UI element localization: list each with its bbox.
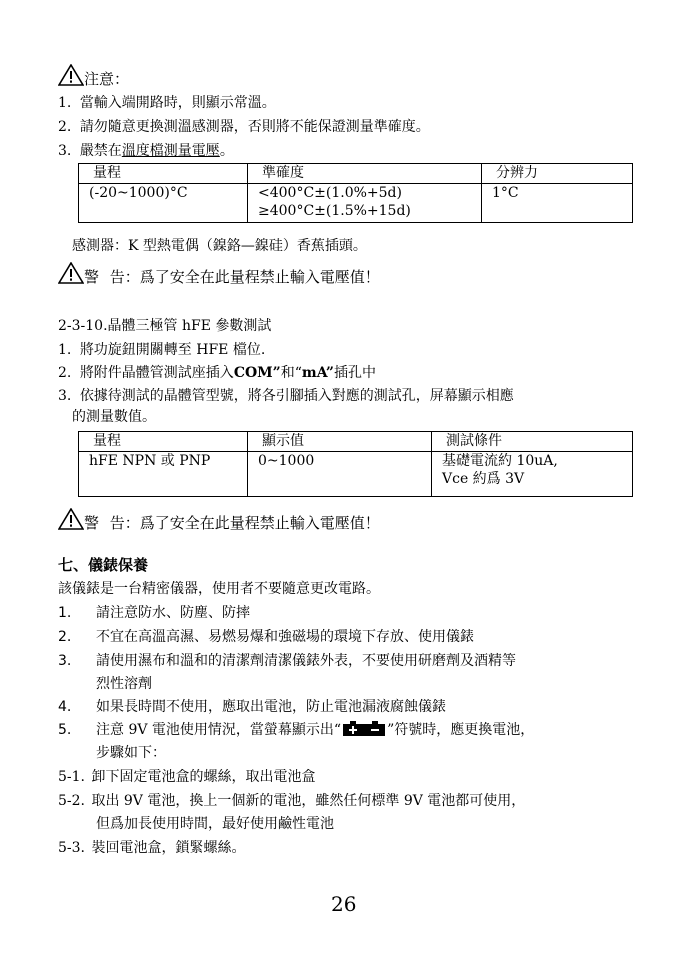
caution-title: 注意：: [84, 70, 130, 88]
table2-header-range: 量程: [79, 432, 248, 452]
hfe-item-1: 1. 將功旋鈕開關轉至 HFE 檔位.: [58, 342, 266, 358]
temperature-spec-table: [78, 163, 633, 223]
sensor-note: 感測器：K 型熱電偶（鎳鉻—鎳硅）香蕉插頭。: [72, 238, 367, 254]
table1-header-accuracy: 準確度: [248, 164, 482, 184]
maintenance-item-5: 5. 注意 9V 電池使用情況，當螢幕顯示出“ ”符號時，應更換電池，: [58, 722, 535, 738]
maintenance-item-4: 4. 如果長時間不使用，應取出電池，防止電池漏液腐蝕儀錶: [58, 699, 446, 715]
table2-header-conditions: 測試條件: [432, 432, 633, 452]
hfe-section-title: 2-3-10.晶體三極管 hFE 參數測試: [58, 318, 272, 334]
warning-triangle-icon: [58, 64, 84, 86]
step-5-2-cont: 但爲加長使用時間，最好使用鹼性電池: [96, 816, 334, 832]
table1-header-resolution: 分辨力: [482, 164, 633, 184]
warning-1: 警 告：爲了安全在此量程禁止輸入電壓值！: [58, 262, 380, 286]
table2-cell-range: hFE NPN 或 PNP: [79, 452, 248, 497]
maintenance-title: 七、儀錶保養: [58, 556, 149, 574]
underlined-warning-text: 溫度檔測量電壓: [121, 143, 220, 159]
page-number: 26: [331, 892, 357, 916]
hfe-item-3: 3. 依據待測試的晶體管型號，將各引腳插入對應的測試孔，屏幕顯示相應: [58, 388, 514, 404]
hfe-item-2: 2. 將附件晶體管測試座插入COM”和“mA”插孔中: [58, 365, 376, 381]
table1-cell-resolution: 1°C: [482, 184, 633, 223]
table2-cell-display: 0~1000: [248, 452, 432, 497]
maintenance-intro: 該儀錶是一台精密儀器，使用者不要隨意更改電路。: [58, 581, 380, 597]
maintenance-item-3-cont: 烈性溶劑: [96, 676, 152, 692]
caution-heading: [58, 64, 129, 88]
step-5-2: 5-2. 取出 9V 電池，換上一個新的電池，雖然任何標準 9V 電池都可使用，: [58, 793, 526, 809]
caution-item-3: 3. 嚴禁在溫度檔測量電壓。: [58, 143, 234, 159]
warning-2: 警 告：爲了安全在此量程禁止輸入電壓值！: [58, 508, 380, 532]
battery-icon: [342, 721, 386, 737]
maintenance-item-2: 2. 不宜在高溫高濕、易燃易爆和強磁場的環境下存放、使用儀錶: [58, 629, 474, 645]
caution-item-1: 1. 當輸入端開路時，則顯示常溫。: [58, 95, 276, 111]
maintenance-item-5-cont: 步驟如下：: [96, 745, 166, 761]
table1-cell-range: (-20~1000)°C: [79, 184, 248, 223]
maintenance-item-1: 1. 請注意防水、防塵、防摔: [58, 605, 250, 621]
warning-triangle-icon: [58, 508, 84, 530]
table2-header-display: 顯示值: [248, 432, 432, 452]
caution-item-2: 2. 請勿隨意更換測溫感測器，否則將不能保證測量準確度。: [58, 119, 430, 135]
table2-cell-conditions: 基礎電流約 10uA, Vce 約爲 3V: [432, 452, 633, 497]
hfe-item-3-cont: 的測量數值。: [72, 409, 156, 425]
table1-cell-accuracy: <400°C±(1.0%+5d) ≥400°C±(1.5%+15d): [248, 184, 482, 223]
table1-header-range: 量程: [79, 164, 248, 184]
step-5-1: 5-1. 卸下固定電池盒的螺絲，取出電池盒: [58, 769, 316, 785]
step-5-3: 5-3. 裝回電池盒，鎖緊螺絲。: [58, 840, 246, 856]
warning-triangle-icon: [58, 262, 84, 284]
maintenance-item-3: 3. 請使用濕布和溫和的清潔劑清潔儀錶外表，不要使用研磨劑及酒精等: [58, 653, 516, 669]
hfe-spec-table: [78, 431, 633, 497]
